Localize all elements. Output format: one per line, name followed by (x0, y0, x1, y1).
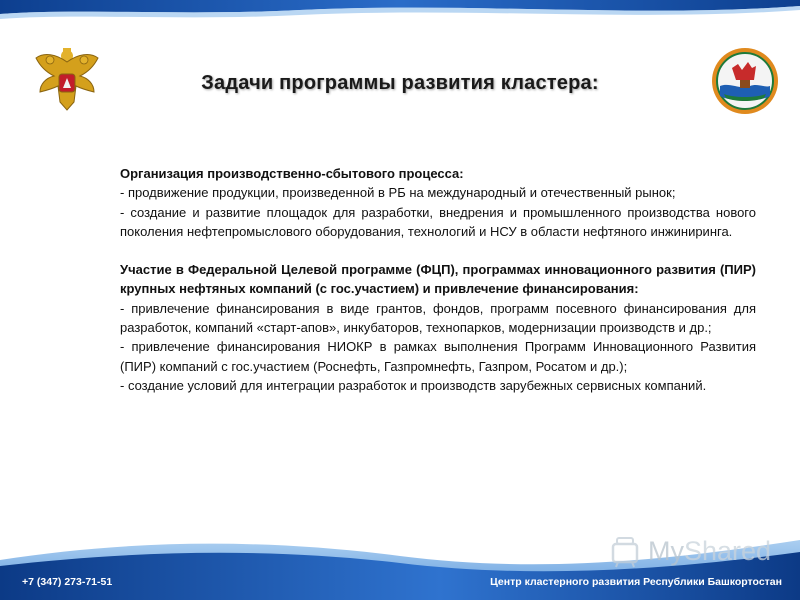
footer-organization: Центр кластерного развития Республики Башкортостан (490, 576, 782, 588)
myshared-logo-icon (608, 534, 642, 568)
paragraph-spacer (120, 241, 756, 260)
myshared-watermark (608, 534, 771, 568)
section-heading: Организация производственно-сбытового процесса: (120, 166, 464, 181)
list-item: - создание условий для интеграции разработок и производств зарубежных сервисных компаний. (120, 377, 707, 393)
bashkortostan-coat-of-arms-icon (710, 46, 780, 116)
list-item: - продвижение продукции, произведенной в РБ на международный и отечественный рынок; (120, 185, 676, 201)
list-item: - создание и развитие площадок для разработки, внедрения и промышленного производства нового поколения нефтепромыслового оборудования, технологий и НСУ в области нефтяного инжиниринга. (120, 204, 756, 239)
list-item: - привлечение финансирования в виде грантов, фондов, программ посевного финансирования для разработок, компаний «старт-апов», инкубаторов, технопарков, модернизации производств и др.; (120, 300, 756, 336)
list-item: - привлечение финансирования НИОКР в рамках выполнения Программ Инновационного Развития (ПИР) компаний с гос.участием (Роснефть, Газпромнефть, Газпром, Росатом и др.); (120, 339, 756, 374)
slide-title: Задачи программы развития кластера: (201, 72, 599, 94)
watermark-text-suffix: Shared (684, 535, 772, 566)
russia-coat-of-arms-icon (30, 44, 104, 118)
footer-phone: +7 (347) 273-71-51 (22, 576, 113, 588)
slide-body (120, 164, 756, 395)
section-heading: Участие в Федеральной Целевой программе (ФЦП), программах инновационного развития (ПИР) крупных нефтяных компаний (с гос.участием) и привлечение финансирования: (120, 262, 756, 297)
watermark-text-prefix: My (648, 535, 684, 566)
